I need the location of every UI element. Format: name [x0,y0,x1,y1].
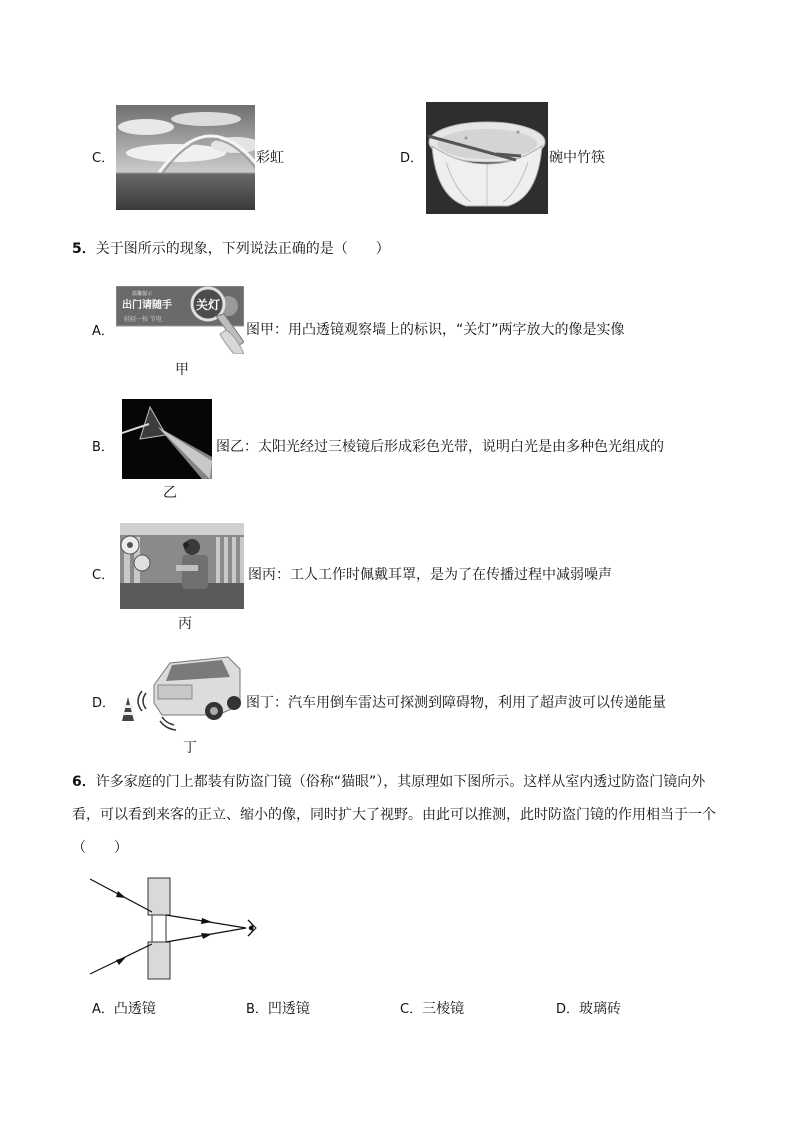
sign-line-3: 关灯 [196,298,221,312]
q5-option-b-label: B． [92,440,114,455]
rainbow-photo [116,105,255,210]
figure-caption-jia: 甲 [175,362,189,378]
car-radar-photo [118,655,242,733]
q6-option-b [246,999,310,1020]
prism-photo [122,399,212,479]
magnifier-illustration [116,286,244,354]
q4-option-c-label: C． [92,151,115,166]
figure-caption-bing: 丙 [178,616,192,632]
q5-option-d-label: D． [92,696,116,711]
sign-line-2: 出门请随手 [122,300,172,311]
sign-line-4: 轻轻一按 节电 [124,316,162,323]
sign-line-1: 温馨提示 [132,291,153,297]
door-upper-block [148,878,170,915]
q6-option-d-label: D． [556,1002,580,1017]
figure-caption-yi: 乙 [163,485,177,501]
q4-option-c-text: 彩虹 [256,150,284,166]
prism-illustration [122,399,212,479]
q5-stem [72,239,390,259]
q6-option-b-text: 凹透镜 [267,1001,310,1017]
q4-option-d-label: D． [400,151,424,166]
q5-option-a-text: 图甲：用凸透镜观察墙上的标识，“关灯”两字放大的像是实像 [246,322,625,338]
rainbow-illustration [116,105,255,210]
q5-option-a-label: A． [92,324,114,339]
figure-caption-ding: 丁 [183,740,197,756]
eye-icon [248,920,256,936]
q4-option-d-text: 碗中竹筷 [549,150,605,166]
q6-option-b-label: B． [246,1002,268,1017]
q5-stem-text: 关于图所示的现象，下列说法正确的是（ ） [95,241,390,257]
q5-option-c-text: 图丙：工人工作时佩戴耳罩，是为了在传播过程中减弱噪声 [248,567,612,583]
q6-option-a-text: 凸透镜 [113,1001,156,1017]
factory-worker-photo [120,523,244,609]
q6-stem [72,766,722,865]
q6-option-c-label: C． [400,1002,423,1017]
q5-option-d-text: 图丁：汽车用倒车雷达可探测到障碍物，利用了超声波可以传递能量 [246,695,666,711]
q6-option-c [400,999,464,1020]
q5-number: 5． [72,241,96,257]
q6-option-d-text: 玻璃砖 [579,1001,622,1017]
q6-option-a-label: A． [92,1002,114,1017]
q6-stem-text: 许多家庭的门上都装有防盗门镜（俗称“猫眼”），其原理如下图所示。这样从室内透过防盗门镜向外看，可以看到来客的正立、缩小的像，同时扩大了视野。由此可以推测，此时防盗门镜的作用相当于一个（ ） [72,774,716,856]
door-lower-block [148,942,170,979]
q6-option-c-text: 三棱镜 [422,1001,465,1017]
q6-option-d [556,999,621,1020]
q5-option-b-text: 图乙：太阳光经过三棱镜后形成彩色光带，说明白光是由多种色光组成的 [216,439,664,455]
q6-option-a [92,999,156,1020]
bowl-illustration [426,102,548,214]
factory-illustration [120,523,244,609]
magnifier-sign-photo [116,286,244,354]
bowl-chopsticks-photo [426,102,548,214]
peephole-lens [152,915,166,942]
q6-number: 6． [72,774,96,790]
car-radar-illustration [118,655,242,733]
peephole-diagram [86,874,266,984]
q5-option-c-label: C． [92,568,115,583]
